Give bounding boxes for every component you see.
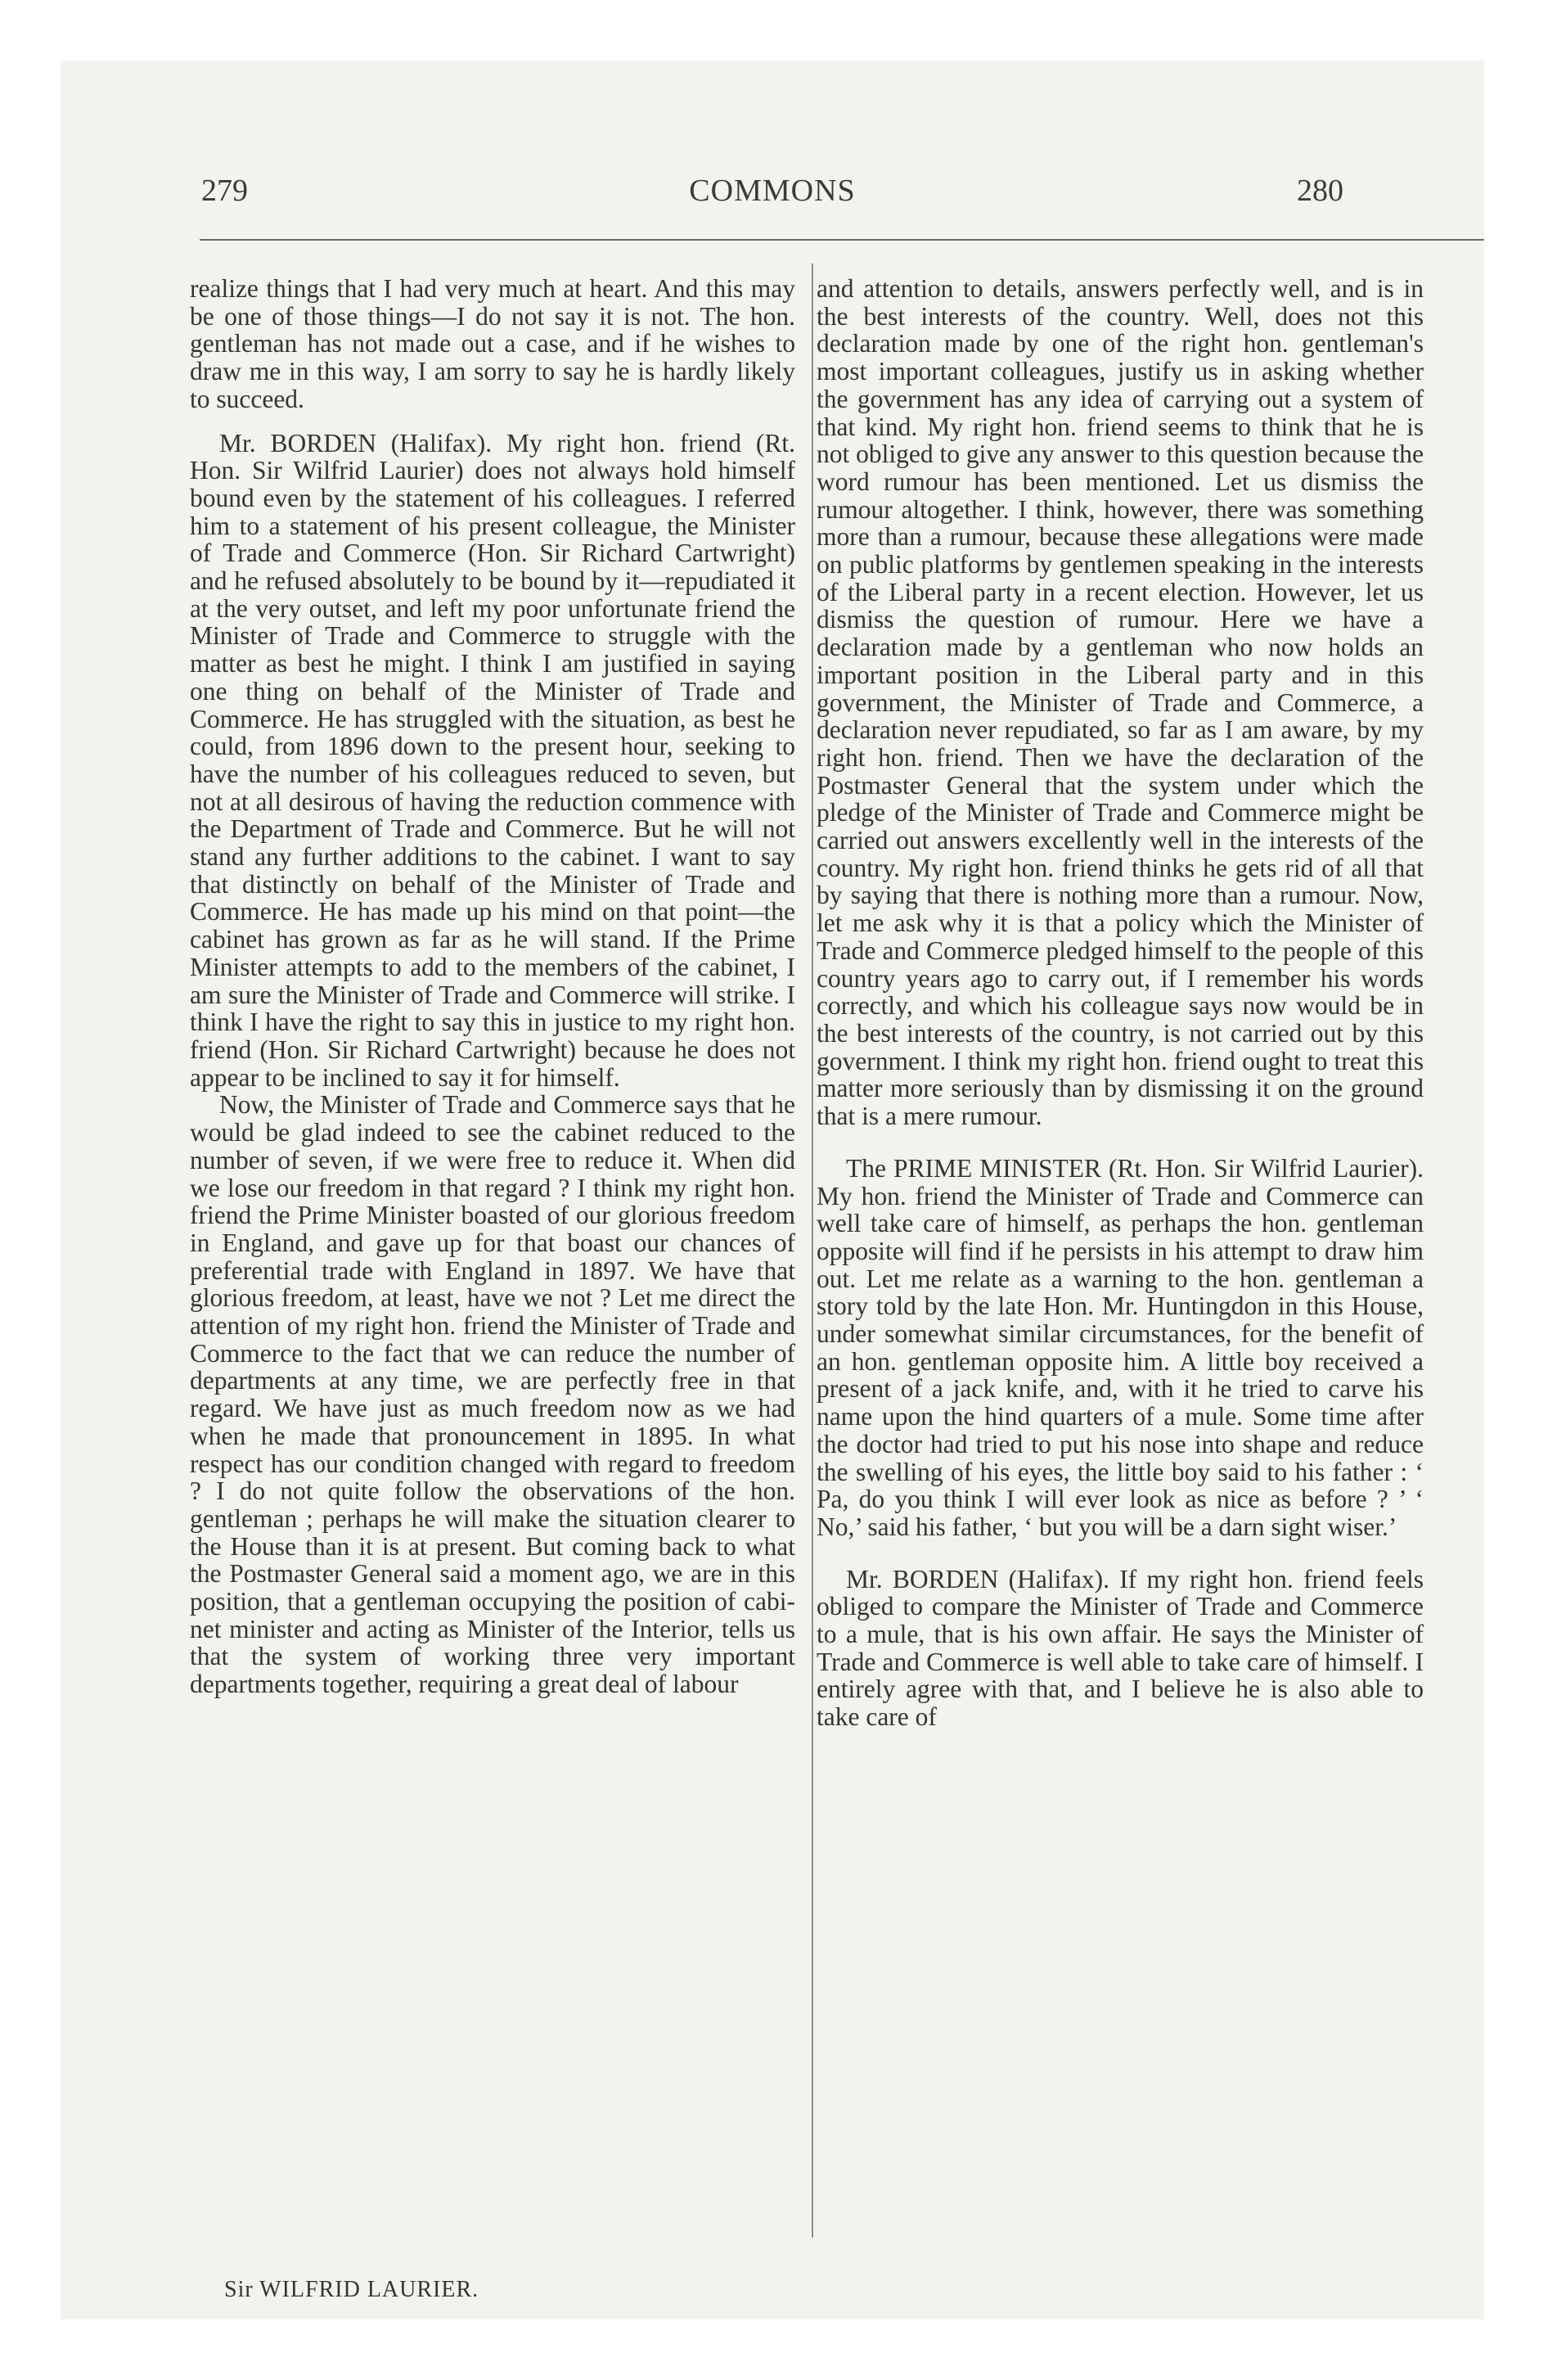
right-paragraph-2: The PRIME MINISTER (Rt. Hon. Sir Wilfrid Laurier). My hon. friend the Minister of Trade and Commerce can well take care of himself, as perhaps the hon. gentleman opposite will find if he persists in his attempt to draw him out. Let me relate as a warning to the hon. gentleman a story told by the late Hon. Mr. Huntingdon in this House, under somewhat similar circumstances, for the benefit of an hon. gentleman opposite him. A little boy received a present of a jack knife, and, with it he tried to carve his name upon the hind quarters of a mule. Some time after the doctor had tried to put his nose into shape and reduce the swelling of his eyes, the little boy said to his father : ‘ Pa, do you think I will ever look as nice as before ? ’ ‘ No,’ said his father, ‘ but you will be a darn sight wiser.’ bbox=[817, 1153, 1424, 1541]
left-paragraph-2: Mr. BORDEN (Halifax). My right hon. friend (Rt. Hon. Sir Wilfrid Laurier) does not always hold himself bound even by the statement of his colleagues. I referred him to a statement of his present colleague, the Minister of Trade and Commerce (Hon. Sir Richard Cartwright) and he refused absolutely to be bound by it—repudiated it at the very outset, and left my poor unfortunate friend the Minister of Trade and Commerce to struggle with the matter as best he might. I think I am justified in saying one thing on behalf of the Minister of Trade and Commerce. He has struggled with the situation, as best he could, from 1896 down to the present hour, seeking to have the number of his colleagues reduced to seven, but not at all desirous of having the reduction commence with the Department of Trade and Commerce. But he will not stand any further additions to the cabinet. I want to say that distinctly on behalf of the Minister of Trade and Commerce. He has made up his mind on that point—the cabinet has grown as far as he will stand. If the Prime Minister attempts to add to the members of the cabinet, I am sure the Minister of Trade and Commerce will strike. I think I have the right to say this in justice to my right hon. friend (Hon. Sir Richard Cartwright) because he does not appear to be inclined to say it for himself. bbox=[190, 428, 795, 1092]
right-column bbox=[817, 275, 1424, 1731]
left-paragraph-1: realize things that I had very much at heart. And this may be one of those things—I do not say it is not. The hon. gentleman has not made out a case, and if he wishes to draw me in this way, I am sorry to say he is hardly likely to succeed. bbox=[190, 274, 795, 413]
right-page-number: 280 bbox=[1297, 174, 1343, 208]
column-divider bbox=[812, 264, 813, 2238]
page-scan bbox=[61, 61, 1484, 2319]
footer-speaker: Sir WILFRID LAURIER. bbox=[224, 2277, 479, 2302]
left-paragraph-3: Now, the Minister of Trade and Commerce says that he would be glad indeed to see the cabinet reduced to the number of seven, if we were free to reduce it. When did we lose our freedom in that regard ? I think my right hon. friend the Prime Minister boasted of our glorious freedom in England, and gave up for that boast our chances of preferential trade with England in 1897. We have that glorious freedom, at least, have we not ? Let me direct the attention of my right hon. friend the Minister of Trade and Commerce to the fact that we can reduce the number of departments at any time, we are perfectly free in that regard. We have just as much freedom now as we had when he made that pronouncement in 1895. In what respect has our condition changed with regard to freedom ? I do not quite follow the observations of the hon. gentleman ; perhaps he will make the situation clearer to the House than it is at present. But coming back to what the Postmaster General said a moment ago, we are in this position, that a gentleman occupying the position of cabinet minister and acting as Minister of the Interior, tells us that the system of working three very important departments together, requiring a great deal of labour bbox=[190, 1090, 795, 1699]
left-page-number: 279 bbox=[201, 174, 248, 208]
right-paragraph-3: Mr. BORDEN (Halifax). If my right hon. friend feels obliged to compare the Minister of Trade and Commerce to a mule, that is his own affair. He says the Minister of Trade and Commerce is well able to take care of himself. I entirely agree with that, and I believe he is also able to take care of bbox=[817, 1564, 1424, 1732]
header-rule bbox=[200, 239, 1484, 241]
right-paragraph-1: and attention to details, answers perfectly well, and is in the best interests of the country. Well, does not this declaration made by one of the right hon. gentleman's most important colleagues, justify us in asking whether the government has any idea of carrying out a system of that kind. My right hon. friend seems to think that he is not obliged to give any answer to this question because the word rumour has been mentioned. Let us dismiss the rumour altogether. I think, however, there was something more than a rumour, because these allegations were made on public platforms by gentlemen speaking in the interests of the Liberal party in a recent election. However, let us dismiss the question of rumour. Here we have a declaration made by a gentleman who now holds an important position in the Liberal party and in this government, the Minister of Trade and Commerce, a declaration never repudiated, so far as I am aware, by my right hon. friend. Then we have the declaration of the Postmaster General that the system under which the pledge of the Minister of Trade and Commerce might be carried out answers excellently well in the interests of the country. My right hon. friend thinks he gets rid of all that by saying that there is nothing more than a rumour. Now, let me ask why it is that a policy which the Minister of Trade and Commerce pledged himself to the people of this country years ago to carry out, if I remember his words correctly, and which his colleague says now would be in the best interests of the country, is not carried out by this government. I think my right hon. friend ought to treat this matter more seriously than by dismissing it on the ground that is a mere rumour. bbox=[817, 274, 1424, 1131]
left-column bbox=[190, 275, 795, 1698]
running-title: COMMONS bbox=[689, 174, 856, 208]
